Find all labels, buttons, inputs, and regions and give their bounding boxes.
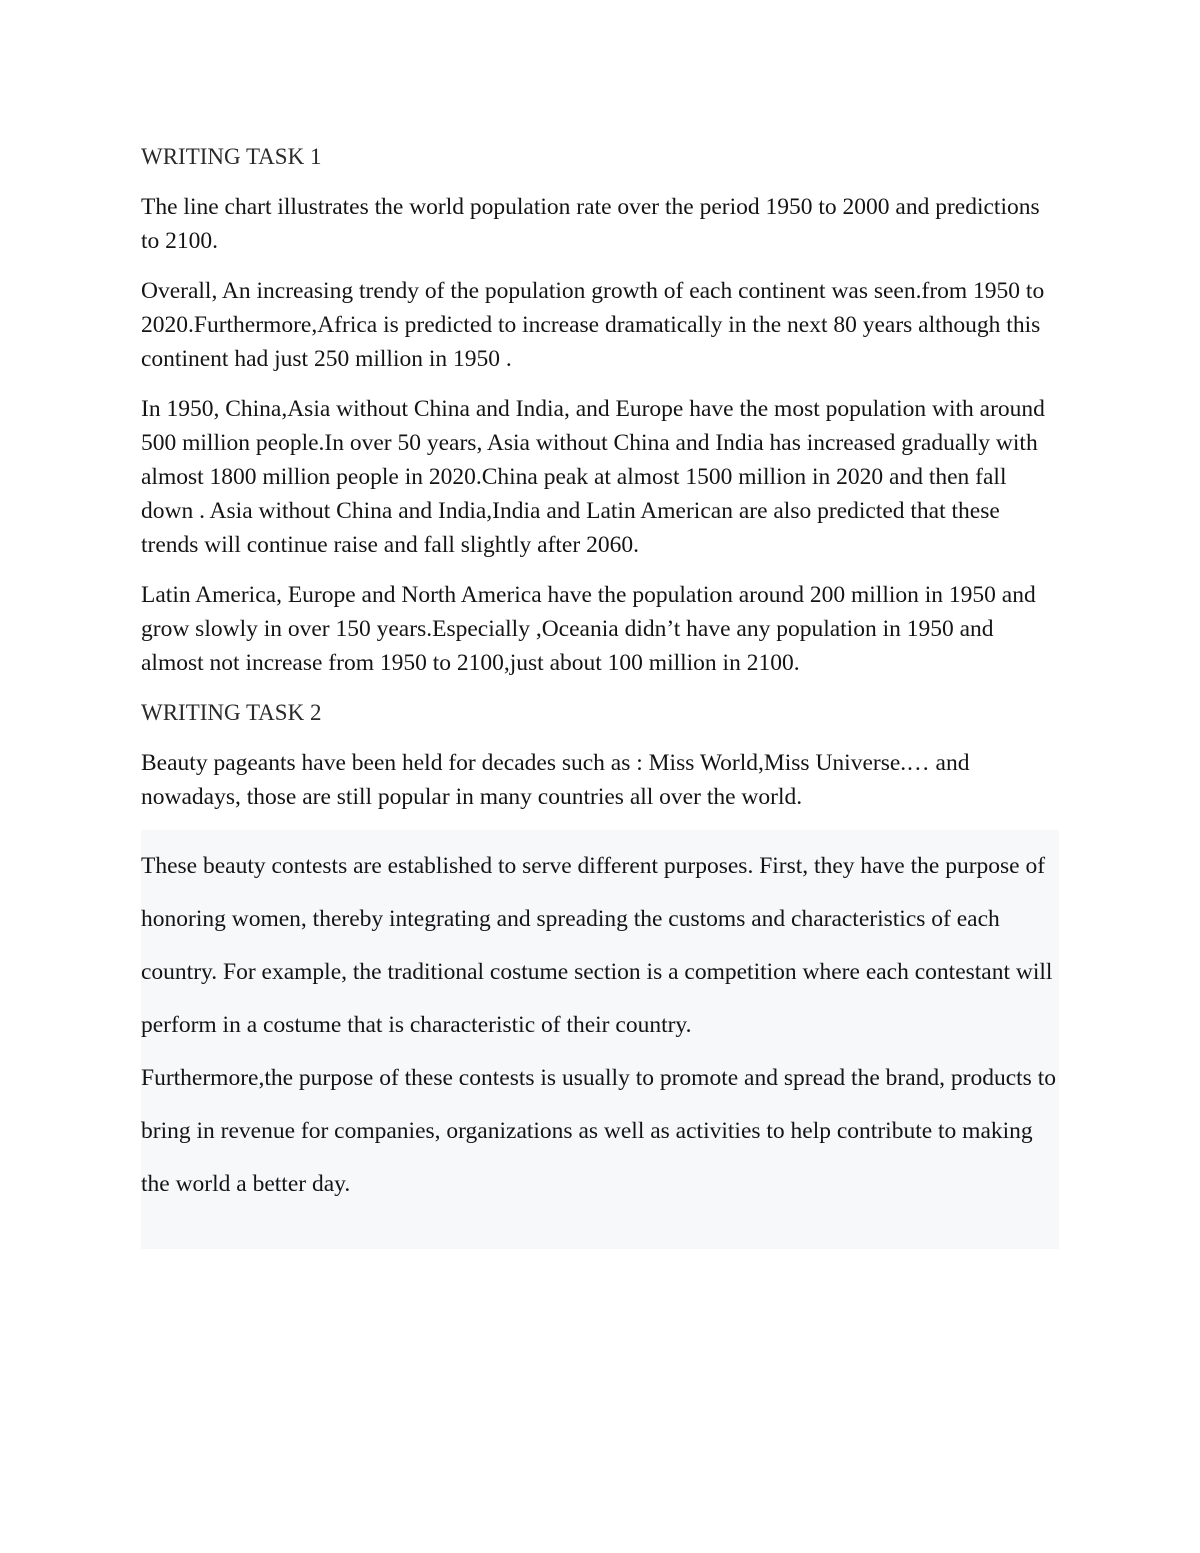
task2-paragraph-intro: Beauty pageants have been held for decades such as : Miss World,Miss Universe.… and nowadays, those are still popular in many countries all over the world. [141,750,970,810]
task1-paragraph-details-1: In 1950, China,Asia without China and India, and Europe have the most population with around 500 million people.In over 50 years, Asia without China and India has increased gradually with almost 1800 million people in 2020.China peak at almost 1500 million in 2020 and then fall down . Asia without China and India,India and Latin American are also predicted that these trends will continue raise and fall slightly after 2060. [141,396,1045,558]
task2-heading: WRITING TASK 2 [141,700,322,725]
task2-paragraph-body-1: These beauty contests are established to serve different purposes. First, they have the purpose of honoring women, thereby integrating and spreading the customs and characteristics of each country. For example, the traditional costume section is a competition where each contestant will perform in a costume that is characteristic of their country. [141,853,1053,1038]
task1-heading: WRITING TASK 1 [141,144,322,169]
task2-shaded-block [141,830,1059,1249]
document-body [141,140,1059,1249]
task2-paragraph-body-2: Furthermore,the purpose of these contests is usually to promote and spread the brand, products to bring in revenue for companies, organizations as well as activities to help contribute to making the world a better day. [141,1065,1056,1197]
task1-paragraph-overview: Overall, An increasing trendy of the population growth of each continent was seen.from 1950 to 2020.Furthermore,Africa is predicted to increase dramatically in the next 80 years although this continent had just 250 million in 1950 . [141,278,1045,372]
task1-paragraph-intro: The line chart illustrates the world population rate over the period 1950 to 2000 and predictions to 2100. [141,194,1040,254]
task1-paragraph-details-2: Latin America, Europe and North America have the population around 200 million in 1950 and grow slowly in over 150 years.Especially ,Oceania didn’t have any population in 1950 and almost not increase from 1950 to 2100,just about 100 million in 2100. [141,582,1036,676]
